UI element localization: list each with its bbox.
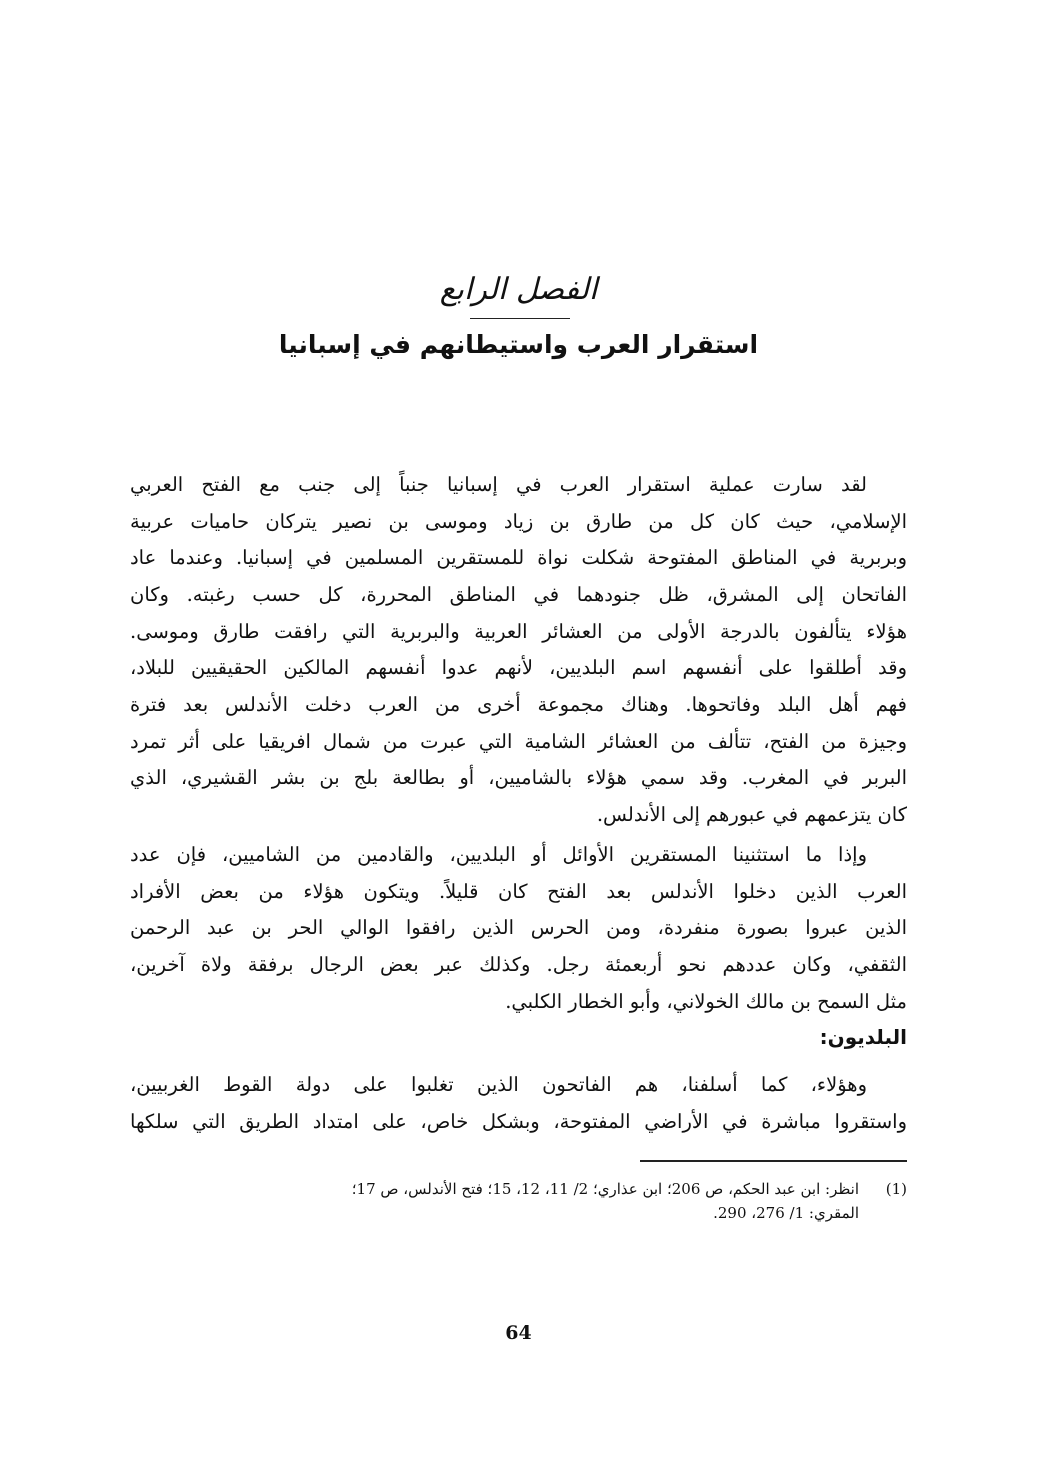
text-line: لقد سارت عملية استقرار العرب في إسبانيا جنباً إلى جنب مع الفتح العربي [130, 473, 867, 496]
footnote-divider [640, 1160, 907, 1162]
footnote-line: المقري: 1/ 276، 290. [713, 1204, 859, 1222]
text-line: الثقفي، وكان عددهم نحو أربعمئة رجل. وكذلك عبر بعض الرجال برفقة ولاة آخرين، [130, 953, 907, 976]
text-line: وهؤلاء، كما أسلفنا، هم الفاتحون الذين تغلبوا على دولة القوط الغربيين، [130, 1073, 867, 1096]
text-line: واستقروا مباشرة في الأراضي المفتوحة، وبشكل خاص، على امتداد الطريق التي سلكها [130, 1110, 907, 1133]
text-line: مثل السمح بن مالك الخولاني، وأبو الخطار الكلبي. [505, 990, 907, 1013]
text-line: وقد أطلقوا على أنفسهم اسم البلديين، لأنهم عدوا أنفسهم المالكين الحقيقيين للبلاد، [130, 656, 907, 679]
text-line: وبربرية في المناطق المفتوحة شكلت نواة للمستقرين المسلمين في إسبانيا. وعندما عاد [130, 546, 907, 569]
footnote-line: انظر: ابن عبد الحكم، ص 206؛ ابن عذاري؛ 2/ 11، 12، 15؛ فتح الأندلس، ص 17؛ [351, 1180, 859, 1198]
text-line: كان يتزعمهم في عبورهم إلى الأندلس. [596, 803, 907, 826]
text-line: الإسلامي، حيث كان كل من طارق بن زياد وموسى بن نصير يتركان حاميات عربية [130, 510, 907, 533]
text-line: هؤلاء يتألفون بالدرجة الأولى من العشائر العربية والبربرية التي رافقت طارق وموسى. [130, 620, 907, 643]
text-line: فهم أهل البلد وفاتحوها. وهناك مجموعة أخرى من العرب دخلت الأندلس بعد فترة [130, 693, 907, 716]
text-line: الفاتحان إلى المشرق، ظل جنودهما في المناطق المحررة، كل حسب رغبته. وكان [130, 583, 907, 606]
text-line: وجيزة من الفتح، تتألف من العشائر الشامية التي عبرت من شمال افريقيا على أثر تمرد [130, 730, 907, 753]
footnote-number: (1) [885, 1180, 907, 1198]
chapter-title: استقرار العرب واستيطانهم في إسبانيا [278, 330, 759, 359]
text-line: الذين عبروا بصورة منفردة، ومن الحرس الذين رافقوا الوالي الحر بن عبد الرحمن [130, 916, 907, 939]
text-line: وإذا ما استثنينا المستقرين الأوائل أو البلديين، والقادمين من الشاميين، فإن عدد [130, 843, 867, 866]
page-number: 64 [505, 1322, 532, 1344]
chapter-divider [470, 318, 570, 319]
chapter-label: الفصل الرابع [439, 272, 598, 307]
section-heading: البلديون: [819, 1025, 907, 1049]
text-line: البربر في المغرب. وقد سمي هؤلاء بالشاميين، أو بطالعة بلج بن بشر القشيري، الذي [130, 766, 907, 789]
text-line: العرب الذين دخلوا الأندلس بعد الفتح كان قليلاً. ويتكون هؤلاء من بعض الأفراد [130, 880, 907, 903]
